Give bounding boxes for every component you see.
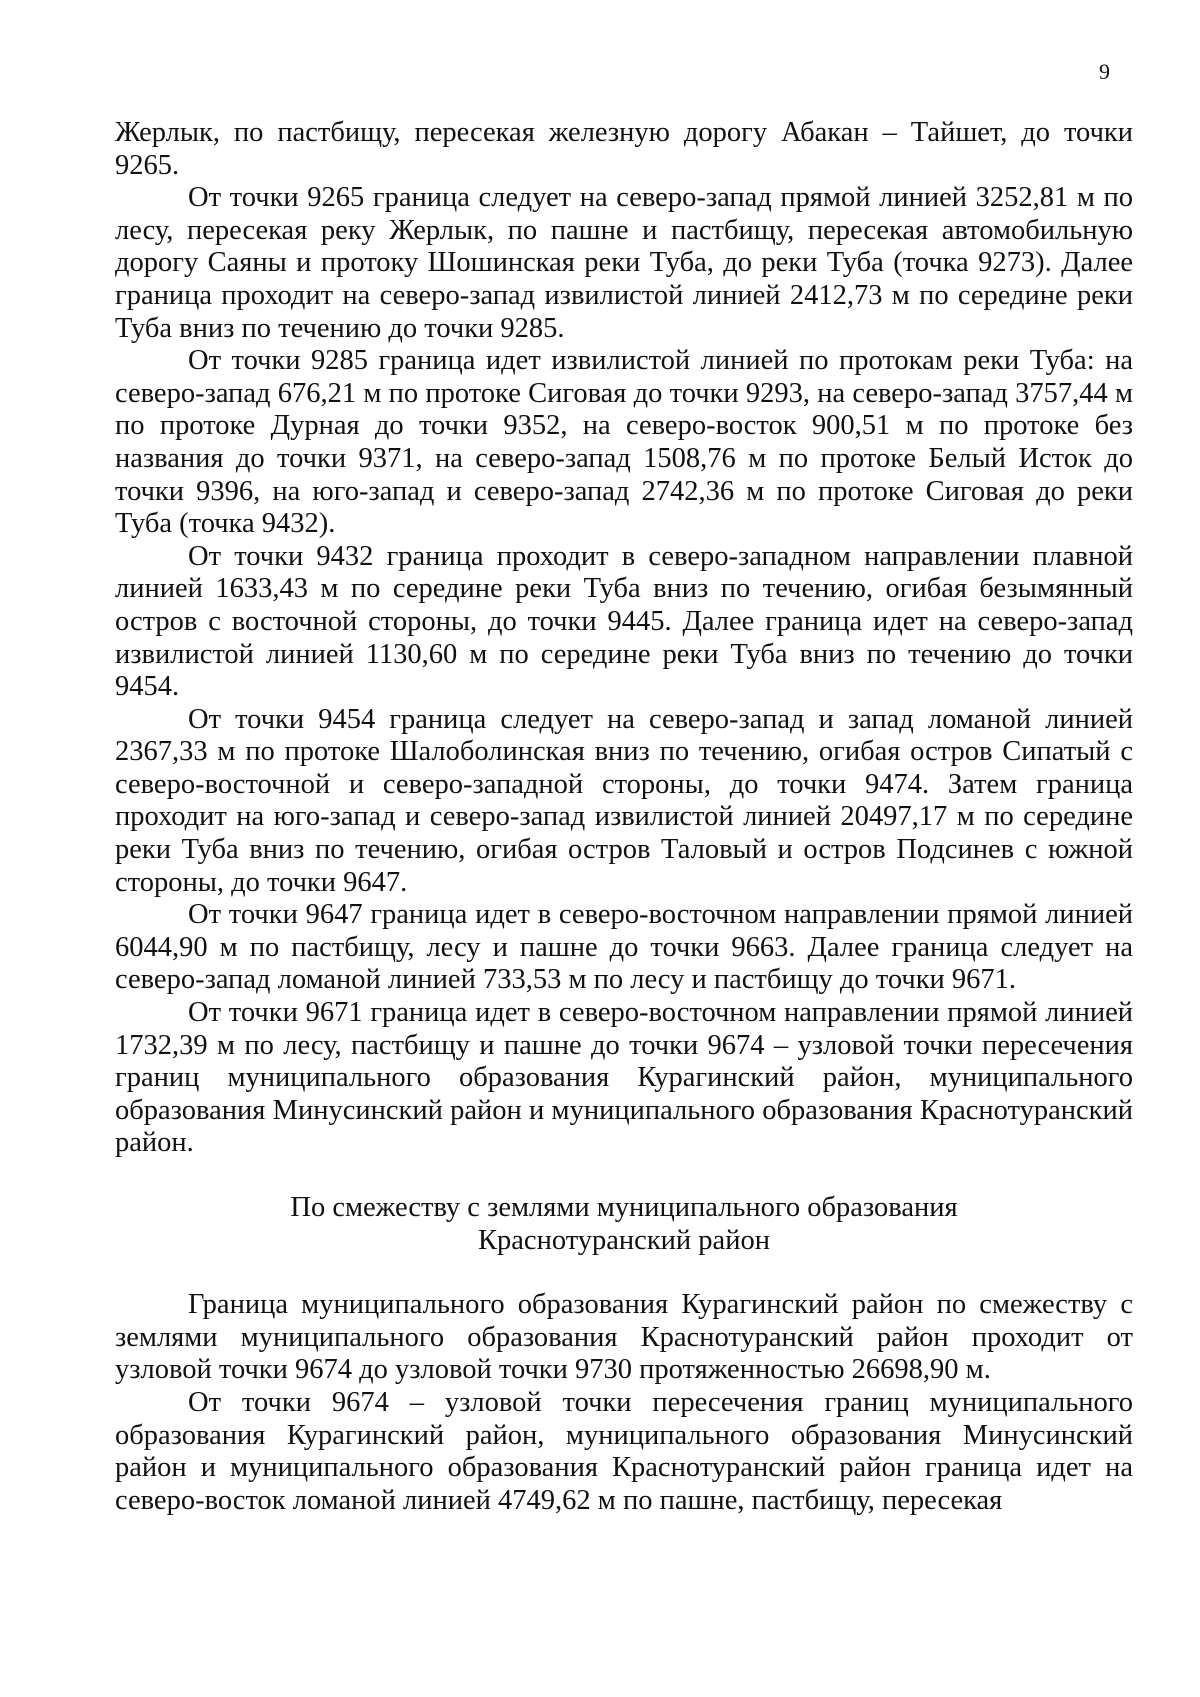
paragraph: Жерлык, по пастбищу, пересекая железную дорогу Абакан – Тайшет, до точки 9265. (115, 117, 1133, 181)
section-heading-line-2: Краснотуранский район (478, 1224, 770, 1256)
document-body (115, 117, 1133, 1517)
paragraph: От точки 9432 граница проходит в северо-западном направлении плавной линией 1633,43 м по середине реки Туба вниз по течению, огибая безымянный остров с восточной стороны, до точки 9445. Далее граница идет на северо-запад извилистой линией 1130,60 м по середине реки Туба вниз по течению до точки 9454. (115, 540, 1133, 703)
paragraph: От точки 9285 граница идет извилистой линией по протокам реки Туба: на северо-запад 676,21 м по протоке Сиговая до точки 9293, на северо-запад 3757,44 м по протоке Дурная до точки 9352, на северо-восток 900,51 м по протоке без названия до точки 9371, на северо-запад 1508,76 м по протоке Белый Исток до точки 9396, на юго-запад и северо-запад 2742,36 м по протоке Сиговая до реки Туба (точка 9432). (115, 345, 1133, 540)
paragraph: От точки 9647 граница идет в северо-восточном направлении прямой линией 6044,90 м по пастбищу, лесу и пашне до точки 9663. Далее граница следует на северо-запад ломаной линией 733,53 м по лесу и пастбищу до точки 9671. (115, 899, 1133, 996)
paragraph: От точки 9454 граница следует на северо-запад и запад ломаной линией 2367,33 м по протоке Шалоболинская вниз по течению, огибая остров Сипатый с северо-восточной и северо-западной стороны, до точки 9474. Затем граница проходит на юго-запад и северо-запад извилистой линией 20497,17 м по середине реки Туба вниз по течению, огибая остров Таловый и остров Подсинев с южной стороны, до точки 9647. (115, 703, 1133, 898)
paragraph: Граница муниципального образования Курагинский район по смежеству с землями муниципального образования Краснотуранский район проходит от узловой точки 9674 до узловой точки 9730 протяженностью 26698,90 м. (115, 1289, 1133, 1386)
page-number: 9 (1099, 59, 1110, 84)
section-heading (115, 1192, 1133, 1257)
section-heading-line-1: По смежеству с землями муниципального образования (290, 1192, 958, 1223)
paragraph: От точки 9674 – узловой точки пересечения границ муниципального образования Курагинский район, муниципального образования Минусинский район и муниципального образования Краснотуранский район граница идет на северо-восток ломаной линией 4749,62 м по пашне, пастбищу, пересекая (115, 1386, 1133, 1516)
paragraph: От точки 9265 граница следует на северо-запад прямой линией 3252,81 м по лесу, пересекая реку Жерлык, по пашне и пастбищу, пересекая автомобильную дорогу Саяны и протоку Шошинская реки Туба, до реки Туба (точка 9273). Далее граница проходит на северо-запад извилистой линией 2412,73 м по середине реки Туба вниз по течению до точки 9285. (115, 182, 1133, 344)
paragraph: От точки 9671 граница идет в северо-восточном направлении прямой линией 1732,39 м по лесу, пастбищу и пашне до точки 9674 – узловой точки пересечения границ муниципального образования Курагинский район, муниципального образования Минусинский район и муниципального образования Краснотуранский район. (115, 997, 1133, 1159)
